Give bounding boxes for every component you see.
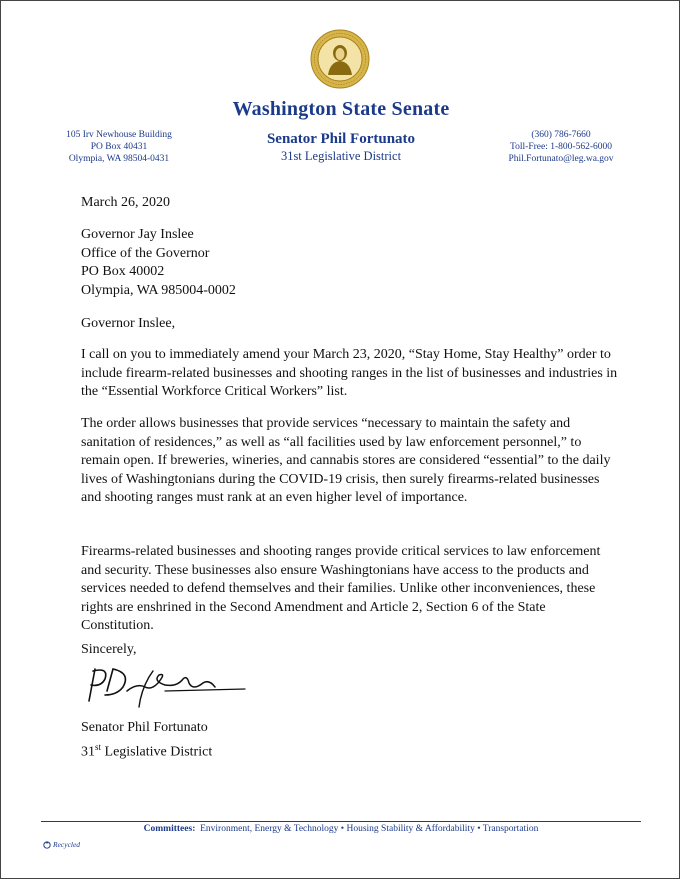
legislative-district: 31st Legislative District (280, 149, 402, 163)
recipient-address (81, 226, 621, 300)
paragraph-1: I call on you to immediately amend your March 23, 2020, “Stay Home, Stay Healthy” order to include firearm-related businesses and shooting ranges in the list of businesses and industries in the “Essential Workforce Critical Workers” list. (81, 347, 618, 400)
paragraph-3: Firearms-related businesses and shooting ranges provide critical services to law enforcement and security. These businesses also ensure Washingtonians have access to the products and services needed to defend themselves and their families. Unlike other inconveniences, these rights are enshrined in the Second Amendment and Article 2, Section 6 of the State Constitution. (81, 544, 601, 634)
signature-district-number: 31 (81, 744, 95, 760)
office-email: Phil.Fortunato@leg.wa.gov (508, 154, 614, 164)
handwritten-signature (79, 661, 249, 709)
office-contact (481, 129, 641, 165)
office-address-line: PO Box 40431 (90, 142, 148, 152)
signature-name: Senator Phil Fortunato (81, 720, 208, 735)
office-address-line: 105 Irv Newhouse Building (66, 130, 172, 140)
salutation: Governor Inslee, (81, 316, 176, 331)
office-toll-free: Toll-Free: 1-800-562-6000 (510, 142, 612, 152)
senator-name: Senator Phil Fortunato (266, 131, 416, 147)
chamber-title: Washington State Senate (232, 98, 450, 120)
paragraph-2: The order allows businesses that provide services “necessary to maintain the safety and sanitation of residences,” as well as “all facilities used by law enforcement personnel,” to remain open. If breweries, wineries, and cannabis stores are considered “essential” to the daily lives of Washingtonians during the COVID-19 crisis, then surely firearms-related businesses and shooting ranges must rank at an even higher level of importance. (81, 416, 611, 506)
recipient-line: Olympia, WA 985004-0002 (81, 282, 236, 298)
committees-list: Environment, Energy & Technology • Housing Stability & Affordability • Transportation (200, 824, 539, 834)
letter-date: March 26, 2020 (81, 195, 171, 210)
recycled-label: Recycled (53, 840, 81, 849)
footer-divider (41, 821, 641, 822)
committees-footer (1, 824, 680, 834)
signature-district-rest: Legislative District (101, 744, 213, 760)
recipient-line: PO Box 40002 (81, 264, 165, 280)
signature-block (81, 719, 621, 762)
closing: Sincerely, (81, 642, 137, 657)
office-phone: (360) 786-7660 (531, 130, 591, 140)
washington-state-seal-icon (310, 29, 370, 89)
recipient-line: Office of the Governor (81, 245, 210, 261)
recycled-mark (43, 840, 80, 849)
committees-label: Committees: (143, 824, 196, 834)
signature-district-suffix: st (95, 741, 102, 752)
recycle-icon (43, 841, 51, 849)
recipient-line: Governor Jay Inslee (81, 227, 194, 242)
office-address-line: Olympia, WA 98504-0431 (68, 154, 170, 164)
signature-district (81, 738, 621, 762)
